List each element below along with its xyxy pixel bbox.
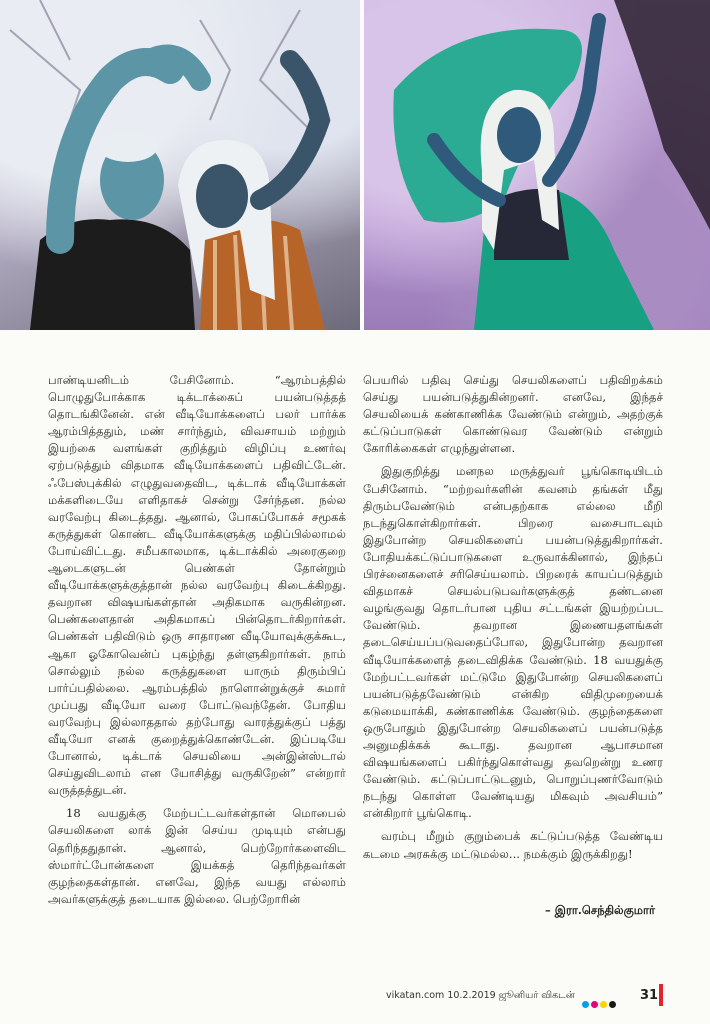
left-text-column <box>48 372 346 914</box>
right-paragraph-3: வரம்பு மீறும் குறும்பைக் கட்டுப்படுத்த வேண்டிய கடமை அரசுக்கு மட்டுமல்ல... நமக்கும் இருக்கிறது! <box>363 829 663 861</box>
right-photo <box>364 0 710 330</box>
color-dot <box>591 1001 598 1008</box>
page-number: 31 <box>640 988 659 1003</box>
left-photo-art <box>0 0 360 330</box>
color-dot <box>600 1001 607 1008</box>
color-dot <box>582 1001 589 1008</box>
left-paragraph-2: 18 வயதுக்கு மேற்பட்டவர்கள்தான் மொபைல் செயலிகளை லாக் இன் செய்ய முடியும் என்பது தெரிந்ததுதான். ஆனால், பெற்றோர்களைவிட ஸ்மார்ட்போன்களை இயக்கத் தெரிந்தவர்கள் குழந்தைகள்தான். எனவே, இந்த வயது எல்லாம் அவர்களுக்குத் தடையாக இல்லை. பெற்றோரின் <box>48 806 346 906</box>
author-byline: – இரா.செந்தில்குமார் <box>545 903 655 917</box>
red-accent-bar <box>659 984 663 1006</box>
photo-strip <box>0 0 710 330</box>
color-dots <box>582 993 618 1012</box>
left-paragraph-1: பாண்டியனிடம் பேசினோம். “ஆரம்பத்தில் பொழுதுபோக்காக டிக்டாக்கைப் பயன்படுத்தத் தொடங்கினேன். என் வீடியோக்களைப் பலர் பார்க்க ஆரம்பித்ததும், மண் சார்ந்தும், விவசாயம் மற்றும் இயற்கை வளங்கள் குறித்தும் விழிப்பு உணர்வு ஏற்படுத்தும் விதமாக வீடியோக்களைப் பதிவிட்டேன். ஃபேஸ்புக்கில் எழுதுவதைவிட, டிக்டாக் வீடியோக்கள் மக்களிடையே எளிதாகச் சென்று சேர்ந்தன. நல்ல வரவேற்பு கிடைத்தது. ஆனால், போகப்போகச் சமூகக் கருத்துகள் கொண்ட வீடியோக்களுக்கு மதிப்பில்லாமல் போய்விட்டது. சமீபகாலமாக, டிக்டாக்கில் அரைகுறை ஆடைகளுடன் பெண்கள் தோன்றும் வீடியோக்களுக்குத்தான் நல்ல வரவேற்பு கிடைக்கிறது. தவறான விஷயங்கள்தான் அதிகமாக வருகின்றன. பெண்களைதான் அதிகமாகப் பின்தொடர்கிறார்கள். பெண்கள் பதிவிடும் ஒரு சாதாரண வீடியோவுக்குக்கூட, ஆகா ஓகோவென்ப் புகழ்ந்து தள்ளுகிறார்கள். நாம் சொல்லும் நல்ல கருத்துகளை யாரும் திரும்பிப் பார்ப்பதில்லை. ஆரம்பத்தில் நாளொன்றுக்குச் சுமார் முப்பது வீடியோ வரை போட்டுவந்தேன். போதிய வரவேற்பு இல்லாததால் தற்போது வாரத்துக்குப் பத்து வீடியோ எனக் குறைத்துக்கொண்டேன். இப்படியே போனால், டிக்டாக் செயலியை அன்இன்ஸ்டால் செய்துவிடலாம் என யோசித்து வருகிறேன்” என்றார் வருத்தத்துடன். <box>48 373 346 798</box>
color-dot <box>609 1001 616 1008</box>
right-photo-art <box>364 0 710 330</box>
left-photo <box>0 0 360 330</box>
footer-text: vikatan.com 10.2.2019 ஜூனியர் விகடன் <box>386 990 575 1001</box>
right-text-column <box>363 372 663 869</box>
right-paragraph-2: இதுகுறித்து மனநல மருத்துவர் பூங்கொடியிடம் பேசினோம். “மற்றவர்களின் கவனம் தங்கள் மீது திரும்பவேண்டும் என்பதற்காக எல்லை மீறி நடந்துகொள்கிறார்கள். பிறரை வசைபாடவும் இதுபோன்ற செயலிகளைப் பயன்படுத்துகிறார்கள். போதியக்கட்டுப்பாடுகளை உருவாக்கினால், இந்தப் பிரச்னைகளைச் சரிசெய்யலாம். பிறரைக் காயப்படுத்தும் விதமாகச் செயல்படுபவர்களுக்குத் தண்டனை வழங்குவது தொடர்பான புதிய சட்டங்கள் இயற்றப்பட வேண்டும். தவறான இணையதளங்கள் தடைசெய்யப்படுவதைப்போல, இதுபோன்ற தவறான வீடியோக்களைத் தடைவிதிக்க வேண்டும். 18 வயதுக்கு மேற்பட்டவர்கள் மட்டுமே இதுபோன்ற செயலிகளைப் பயன்படுத்தவேண்டும் என்கிற விதிமுறையைக் கடுமையாக்கி, கண்காணிக்க வேண்டும். குழந்தைகளை ஒருபோதும் இதுபோன்ற செயலிகளைப் பயன்படுத்த அனுமதிக்கக் கூடாது. தவறான ஆபாசமான விஷயங்களைப் பகிர்ந்துகொள்வது தவறென்று உணர வேண்டும். கட்டுப்பாட்டுடனும், பொறுப்புணர்வோடும் நடந்து கொள்ள வேண்டியது மிகவும் அவசியம்” என்கிறார் பூங்கொடி. <box>363 464 663 821</box>
right-paragraph-1: பெயரில் பதிவு செய்து செயலிகளைப் பதிவிறக்கம் செய்து பயன்படுத்துகின்றனர். எனவே, இந்தச் செயலியைக் கண்காணிக்க வேண்டும் என்றும், அதற்குக் கட்டுப்பாடுகள் கொண்டுவர வேண்டும் என்றும் கோரிக்கைகள் எழுந்துள்ளன. <box>363 373 663 456</box>
page-footer <box>0 982 710 1010</box>
